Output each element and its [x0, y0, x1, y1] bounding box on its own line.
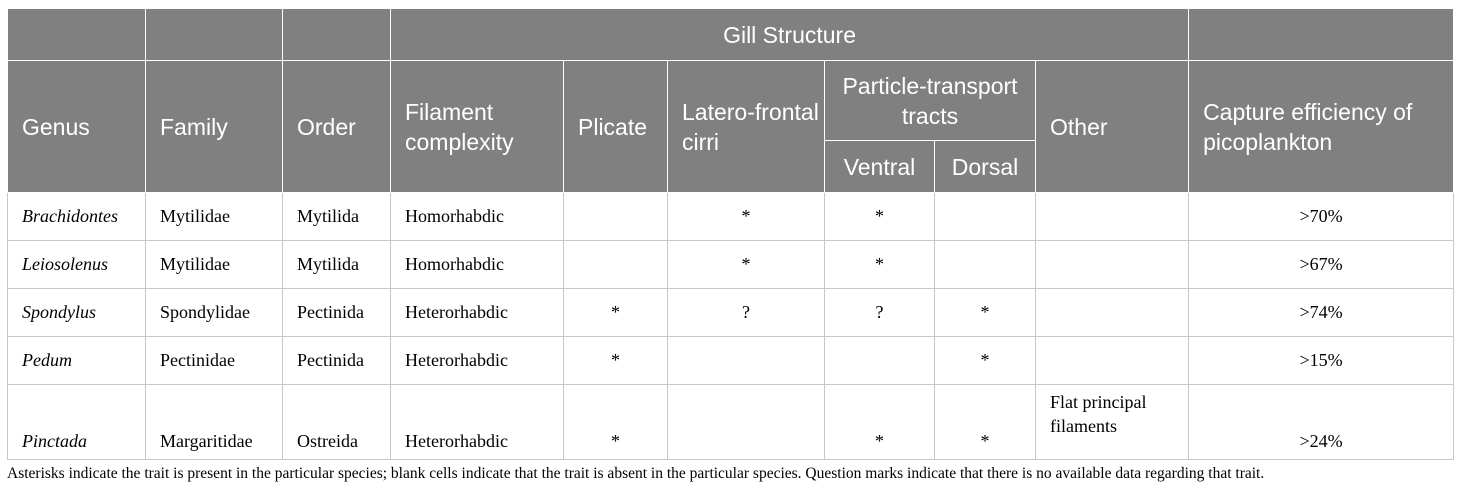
cell-dorsal — [935, 241, 1036, 289]
cell-genus: Leiosolenus — [8, 241, 146, 289]
header-other: Other — [1036, 61, 1189, 193]
header-dorsal: Dorsal — [935, 141, 1036, 193]
cell-order: Mytilida — [283, 241, 391, 289]
cell-dorsal — [935, 193, 1036, 241]
header-order: Order — [283, 61, 391, 193]
header-laterofrontal-cirri: Latero-frontal cirri — [668, 61, 825, 193]
table-container — [7, 8, 1453, 483]
cell-other — [1036, 337, 1189, 385]
header-plicate: Plicate — [564, 61, 668, 193]
cell-plicate: * — [564, 337, 668, 385]
cell-efficiency: >24% — [1189, 385, 1454, 460]
cell-order: Pectinida — [283, 289, 391, 337]
header-blank-2 — [146, 9, 283, 61]
cell-other: Flat principal filaments — [1036, 385, 1189, 460]
cell-plicate: * — [564, 289, 668, 337]
table-row — [8, 289, 1454, 337]
cell-dorsal: * — [935, 337, 1036, 385]
cell-cirri — [668, 337, 825, 385]
cell-genus: Spondylus — [8, 289, 146, 337]
cell-efficiency: >70% — [1189, 193, 1454, 241]
cell-plicate: * — [564, 385, 668, 460]
table-row — [8, 241, 1454, 289]
cell-efficiency: >15% — [1189, 337, 1454, 385]
cell-cirri: ? — [668, 289, 825, 337]
cell-dorsal: * — [935, 289, 1036, 337]
cell-genus: Pinctada — [8, 385, 146, 460]
header-particle-transport-tracts: Particle-transport tracts — [825, 61, 1036, 141]
cell-family: Mytilidae — [146, 241, 283, 289]
cell-family: Pectinidae — [146, 337, 283, 385]
table-row — [8, 385, 1454, 460]
cell-filament: Homorhabdic — [391, 241, 564, 289]
cell-order: Mytilida — [283, 193, 391, 241]
cell-dorsal: * — [935, 385, 1036, 460]
header-family: Family — [146, 61, 283, 193]
cell-ventral: * — [825, 193, 935, 241]
cell-family: Mytilidae — [146, 193, 283, 241]
cell-other — [1036, 193, 1189, 241]
cell-plicate — [564, 241, 668, 289]
gill-structure-table — [7, 8, 1454, 460]
cell-order: Ostreida — [283, 385, 391, 460]
header-blank-4 — [1189, 9, 1454, 61]
header-blank-3 — [283, 9, 391, 61]
cell-filament: Heterorhabdic — [391, 337, 564, 385]
table-row — [8, 337, 1454, 385]
table-row — [8, 193, 1454, 241]
cell-efficiency: >67% — [1189, 241, 1454, 289]
cell-filament: Homorhabdic — [391, 193, 564, 241]
cell-cirri: * — [668, 193, 825, 241]
cell-ventral: ? — [825, 289, 935, 337]
cell-family: Spondylidae — [146, 289, 283, 337]
cell-ventral: * — [825, 241, 935, 289]
cell-other — [1036, 289, 1189, 337]
header-blank-1 — [8, 9, 146, 61]
header-gill-structure: Gill Structure — [391, 9, 1189, 61]
cell-other — [1036, 241, 1189, 289]
cell-genus: Pedum — [8, 337, 146, 385]
cell-ventral — [825, 337, 935, 385]
cell-cirri: * — [668, 241, 825, 289]
header-ventral: Ventral — [825, 141, 935, 193]
cell-order: Pectinida — [283, 337, 391, 385]
cell-family: Margaritidae — [146, 385, 283, 460]
header-filament-complexity: Filament complexity — [391, 61, 564, 193]
cell-genus: Brachidontes — [8, 193, 146, 241]
cell-cirri — [668, 385, 825, 460]
cell-ventral: * — [825, 385, 935, 460]
header-capture-efficiency: Capture efficiency of picoplankton — [1189, 61, 1454, 193]
cell-filament: Heterorhabdic — [391, 289, 564, 337]
header-genus: Genus — [8, 61, 146, 193]
cell-plicate — [564, 193, 668, 241]
table-footnote: Asterisks indicate the trait is present in the particular species; blank cells indicate that the trait is absent in the particular species. Question marks indicate that there is no available data regarding that trait. — [7, 465, 1265, 482]
cell-filament: Heterorhabdic — [391, 385, 564, 460]
cell-efficiency: >74% — [1189, 289, 1454, 337]
